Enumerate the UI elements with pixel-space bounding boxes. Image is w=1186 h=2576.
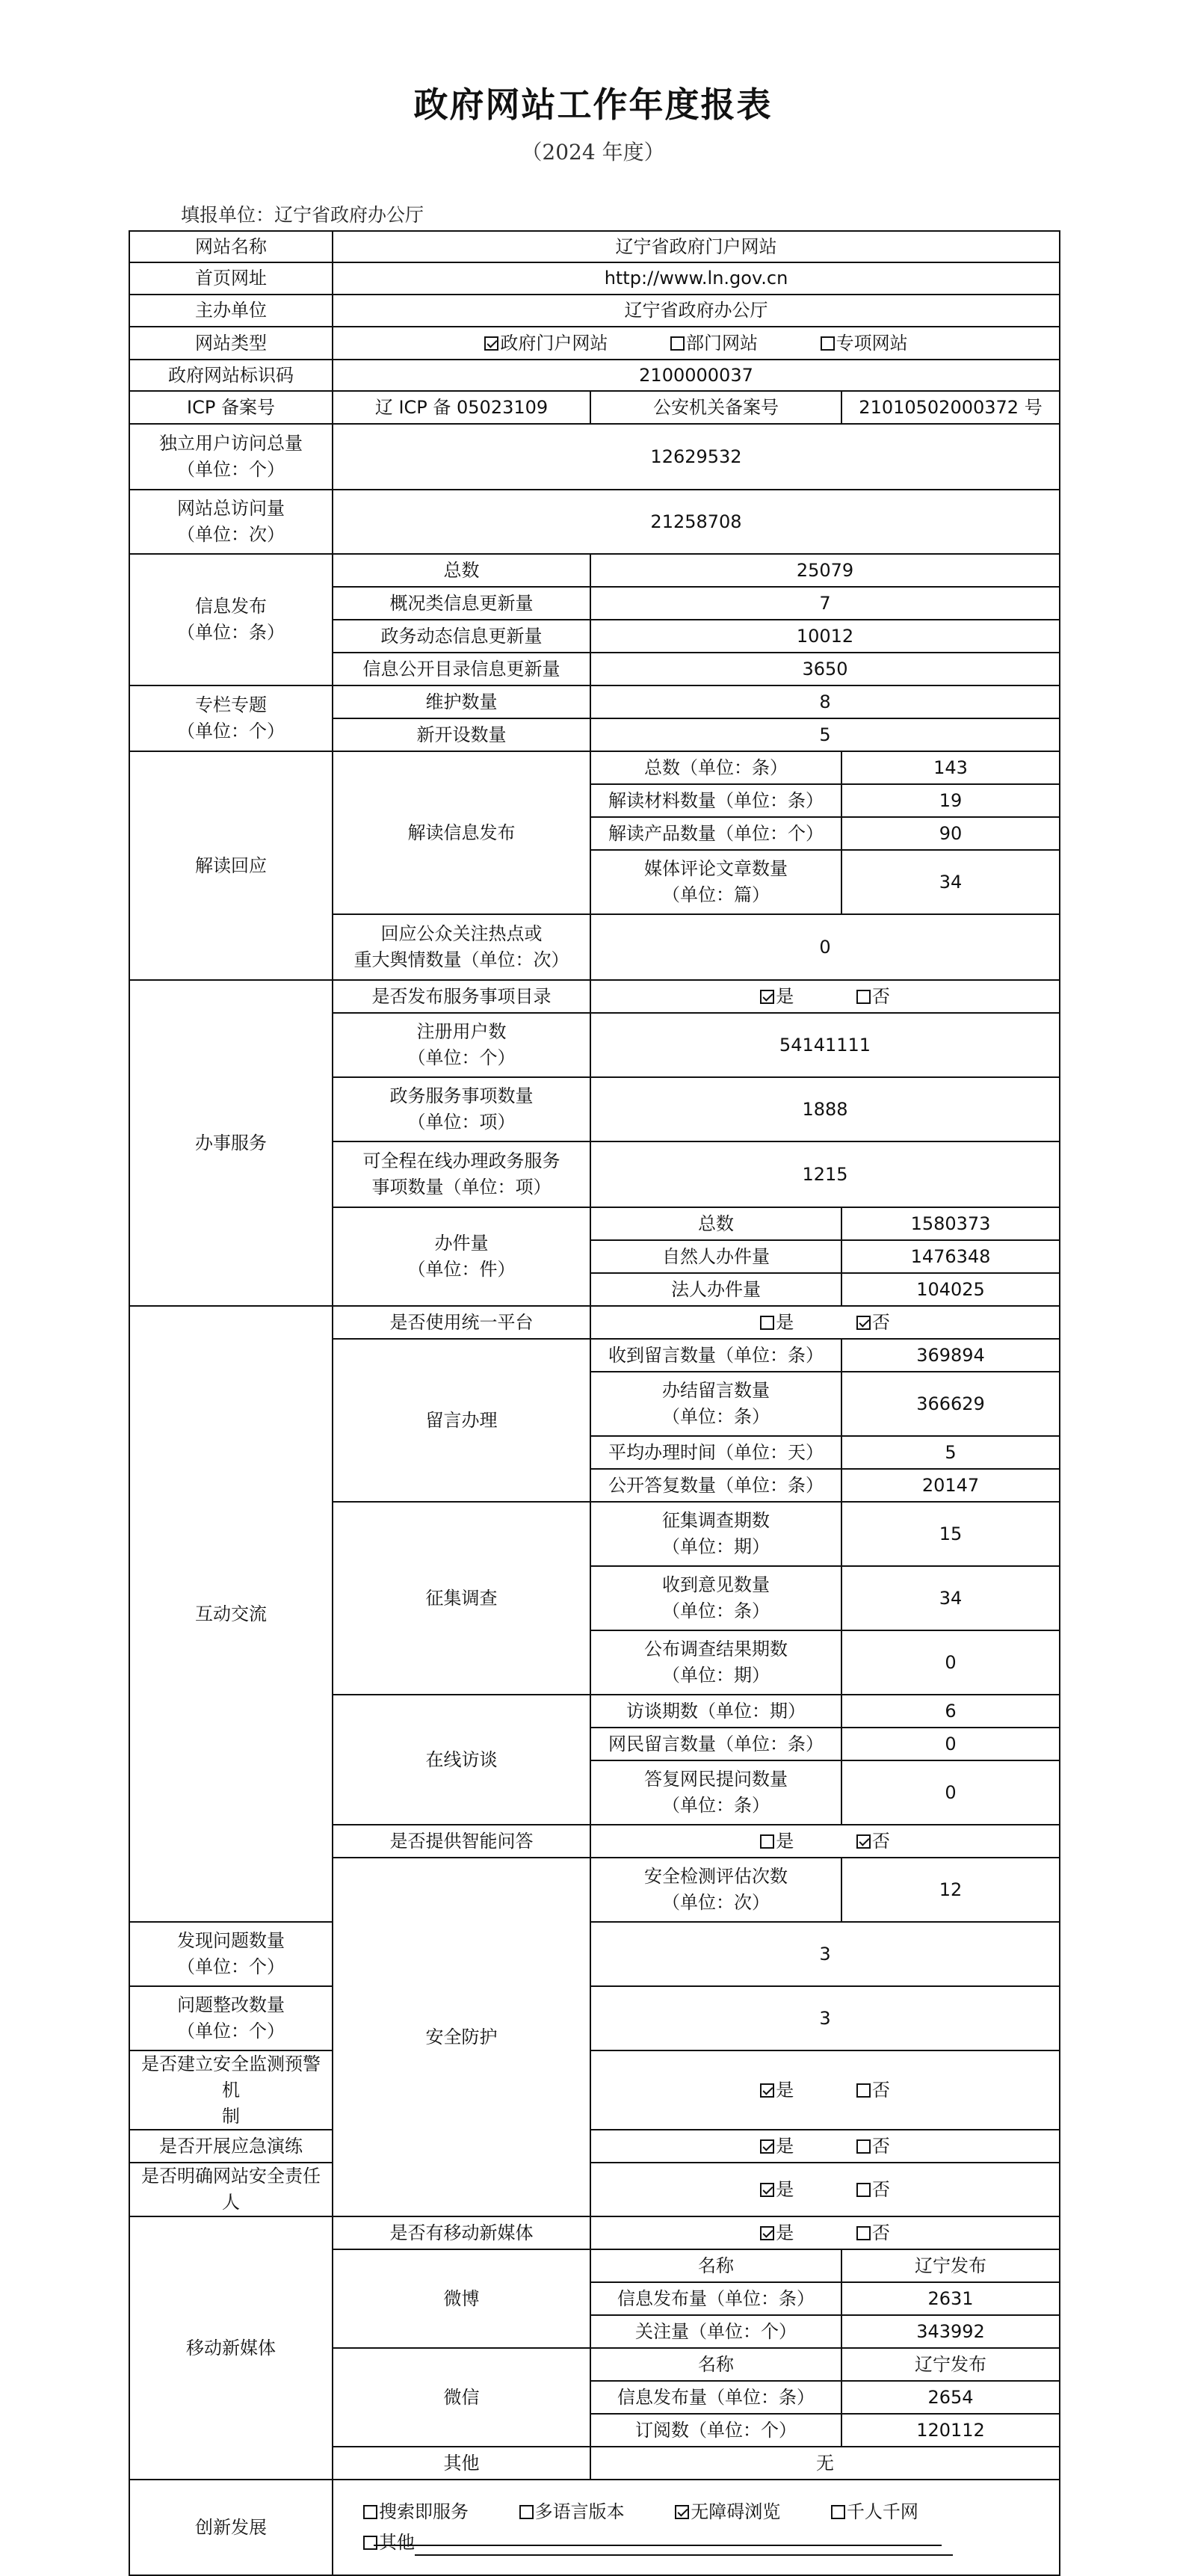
warn-yes-option[interactable]: 是: [760, 2077, 794, 2104]
media-yes-option[interactable]: 是: [760, 2220, 794, 2246]
info-row-label: 概况类信息更新量: [333, 587, 590, 620]
cases-row-label: 总数: [590, 1207, 841, 1240]
checkbox-checked-icon: [675, 2505, 689, 2519]
checkbox-icon: [760, 1834, 774, 1849]
ai-yes-option[interactable]: 是: [760, 1828, 794, 1855]
info-row-label: 政务动态信息更新量: [333, 620, 590, 653]
table-row: [129, 685, 1060, 718]
msg-row-label: 平均办理时间（单位：天）: [590, 1436, 841, 1469]
innovation-accessibility-option[interactable]: 无障碍浏览: [675, 2499, 780, 2525]
ai-no-option[interactable]: 否: [856, 1828, 890, 1855]
checkbox-icon: [856, 2183, 871, 2197]
table-row: [129, 1306, 1060, 1339]
site-name-label: 网站名称: [129, 231, 333, 262]
reg-value: 54141111: [590, 1013, 1060, 1077]
uv-label: 独立用户访问总量 （单位：个）: [129, 424, 333, 490]
checkbox-checked-icon: [760, 2139, 774, 2154]
interpret-row-label: 解读产品数量（单位：个）: [590, 817, 841, 850]
catalog-no-option[interactable]: 否: [856, 984, 890, 1010]
checkbox-checked-icon: [760, 2183, 774, 2197]
weibo-row-value: 2631: [841, 2282, 1060, 2315]
checkbox-icon: [760, 1316, 774, 1330]
checkbox-icon: [363, 2536, 377, 2550]
host-label: 主办单位: [129, 295, 333, 327]
drill-yes-option[interactable]: 是: [760, 2133, 794, 2160]
page-title: 政府网站工作年度报表: [413, 84, 773, 125]
checkbox-checked-icon: [484, 336, 498, 351]
report-table: [129, 230, 1060, 2576]
msg-row-label: 收到留言数量（单位：条）: [590, 1339, 841, 1372]
platform-options: [590, 1306, 1060, 1339]
security-row-label: 安全检测评估次数 （单位：次）: [590, 1858, 841, 1922]
online-label: 可全程在线办理政务服务 事项数量（单位：项）: [333, 1141, 590, 1207]
checkbox-icon: [856, 2083, 871, 2098]
media-other-label: 其他: [333, 2447, 590, 2480]
catalog-label: 是否发布服务事项目录: [333, 980, 590, 1013]
platform-no-option[interactable]: 否: [856, 1310, 890, 1336]
table-row: [129, 1986, 1060, 2050]
media-has-options: [590, 2216, 1060, 2249]
reg-label: 注册用户数 （单位：个）: [333, 1013, 590, 1077]
survey-row-label: 征集调查期数 （单位：期）: [590, 1502, 841, 1566]
interpret-row-value: 19: [841, 784, 1060, 817]
wechat-name-label: 名称: [590, 2348, 841, 2381]
innovation-search-option[interactable]: 搜索即服务: [363, 2499, 469, 2525]
table-row: [129, 360, 1060, 391]
url-label: 首页网址: [129, 262, 333, 295]
column-row-label: 新开设数量: [333, 718, 590, 751]
platform-yes-option[interactable]: 是: [760, 1310, 794, 1336]
items-label: 政务服务事项数量 （单位：项）: [333, 1077, 590, 1141]
table-row: [129, 751, 1060, 784]
cases-row-label: 自然人办件量: [590, 1240, 841, 1273]
warn-no-option[interactable]: 否: [856, 2077, 890, 2104]
info-row-value: 3650: [590, 653, 1060, 685]
table-row: [129, 490, 1060, 554]
warn-label: 是否建立安全监测预警机 制: [129, 2050, 333, 2130]
innovation-language-option[interactable]: 多语言版本: [519, 2499, 625, 2525]
innovation-options: [333, 2480, 1060, 2575]
checkbox-icon: [856, 2139, 871, 2154]
table-row: [129, 295, 1060, 327]
info-row-value: 25079: [590, 554, 1060, 587]
police-value: 21010502000372 号: [841, 391, 1060, 424]
security-row-label: 问题整改数量 （单位：个）: [129, 1986, 333, 2050]
column-row-value: 8: [590, 685, 1060, 718]
weibo-name-label: 名称: [590, 2249, 841, 2282]
weibo-row-value: 343992: [841, 2315, 1060, 2348]
info-row-label: 信息公开目录信息更新量: [333, 653, 590, 685]
checkbox-checked-icon: [856, 1316, 871, 1330]
signature-line: [374, 2545, 942, 2546]
cases-row-value: 1476348: [841, 1240, 1060, 1273]
site-type-options: [333, 327, 1060, 360]
ai-options: [590, 1825, 1060, 1858]
duty-no-option[interactable]: 否: [856, 2177, 890, 2203]
pv-label: 网站总访问量 （单位：次）: [129, 490, 333, 554]
media-no-option[interactable]: 否: [856, 2220, 890, 2246]
security-row-value: 12: [841, 1858, 1060, 1922]
cases-row-value: 1580373: [841, 1207, 1060, 1240]
duty-options: [590, 2163, 1060, 2216]
interpret-row-value: 90: [841, 817, 1060, 850]
service-section-label: 办事服务: [129, 980, 333, 1306]
weibo-row-label: 信息发布量（单位：条）: [590, 2282, 841, 2315]
table-row: [129, 2480, 1060, 2575]
items-value: 1888: [590, 1077, 1060, 1141]
wechat-name-value: 辽宁发布: [841, 2348, 1060, 2381]
talk-row-value: 0: [841, 1728, 1060, 1760]
police-label: 公安机关备案号: [590, 391, 841, 424]
respond-value: 0: [590, 914, 1060, 980]
cases-row-value: 104025: [841, 1273, 1060, 1306]
catalog-options: [590, 980, 1060, 1013]
security-row-label: 发现问题数量 （单位：个）: [129, 1922, 333, 1986]
checkbox-icon: [363, 2505, 377, 2519]
msg-row-label: 办结留言数量 （单位：条）: [590, 1372, 841, 1436]
talk-row-label: 答复网民提问数量 （单位：条）: [590, 1760, 841, 1825]
talk-row-value: 0: [841, 1760, 1060, 1825]
online-value: 1215: [590, 1141, 1060, 1207]
checkbox-icon: [856, 990, 871, 1004]
site-id-label: 政府网站标识码: [129, 360, 333, 391]
catalog-yes-option[interactable]: 是: [760, 984, 794, 1010]
cases-label: 办件量 （单位：件）: [333, 1207, 590, 1306]
info-section-label: 信息发布 （单位：条）: [129, 554, 333, 685]
security-section-label: 安全防护: [333, 1858, 590, 2216]
type-option-special[interactable]: 专项网站: [821, 330, 908, 357]
table-row: [129, 391, 1060, 424]
type-option-department[interactable]: 部门网站: [670, 330, 758, 357]
weibo-row-label: 关注量（单位：个）: [590, 2315, 841, 2348]
wechat-label: 微信: [333, 2348, 590, 2447]
type-option-portal[interactable]: 政府门户网站: [484, 330, 608, 357]
wechat-row-label: 订阅数（单位：个）: [590, 2414, 841, 2447]
survey-row-value: 34: [841, 1566, 1060, 1630]
msg-row-value: 366629: [841, 1372, 1060, 1436]
innovation-other-option[interactable]: 其他: [363, 2532, 953, 2553]
table-row: [129, 980, 1060, 1013]
column-row-label: 维护数量: [333, 685, 590, 718]
table-row: [129, 2130, 1060, 2163]
table-row: [129, 327, 1060, 360]
info-row-value: 7: [590, 587, 1060, 620]
ai-label: 是否提供智能问答: [333, 1825, 590, 1858]
talk-row-value: 6: [841, 1695, 1060, 1728]
innovation-personalized-option[interactable]: 千人千网: [831, 2499, 918, 2525]
info-row-value: 10012: [590, 620, 1060, 653]
talk-label: 在线访谈: [333, 1695, 590, 1825]
icp-label: ICP 备案号: [129, 391, 333, 424]
site-type-label: 网站类型: [129, 327, 333, 360]
msg-row-value: 369894: [841, 1339, 1060, 1372]
info-row-label: 总数: [333, 554, 590, 587]
table-row: [129, 1922, 1060, 1986]
checkbox-checked-icon: [760, 2083, 774, 2098]
talk-row-label: 网民留言数量（单位：条）: [590, 1728, 841, 1760]
interpret-row-value: 34: [841, 850, 1060, 914]
msg-row-value: 5: [841, 1436, 1060, 1469]
warn-options: [590, 2050, 1060, 2130]
host-value: 辽宁省政府办公厅: [333, 295, 1060, 327]
interpret-row-label: 总数（单位：条）: [590, 751, 841, 784]
survey-row-label: 公布调查结果期数 （单位：期）: [590, 1630, 841, 1695]
table-row: [129, 424, 1060, 490]
innovation-label: 创新发展: [129, 2480, 333, 2575]
checkbox-checked-icon: [760, 2226, 774, 2240]
column-row-value: 5: [590, 718, 1060, 751]
survey-row-value: 0: [841, 1630, 1060, 1695]
msg-row-label: 公开答复数量（单位：条）: [590, 1469, 841, 1502]
respond-label: 回应公众关注热点或 重大舆情数量（单位：次）: [333, 914, 590, 980]
cases-row-label: 法人办件量: [590, 1273, 841, 1306]
duty-yes-option[interactable]: 是: [760, 2177, 794, 2203]
checkbox-checked-icon: [856, 1834, 871, 1849]
platform-label: 是否使用统一平台: [333, 1306, 590, 1339]
security-row-value: 3: [590, 1922, 1060, 1986]
weibo-label: 微博: [333, 2249, 590, 2348]
survey-row-value: 15: [841, 1502, 1060, 1566]
table-row: [129, 2216, 1060, 2249]
checkbox-icon: [831, 2505, 845, 2519]
site-id-value: 2100000037: [333, 360, 1060, 391]
filler-unit: 填报单位：辽宁省政府办公厅: [181, 204, 424, 226]
survey-row-label: 收到意见数量 （单位：条）: [590, 1566, 841, 1630]
wechat-row-value: 120112: [841, 2414, 1060, 2447]
checkbox-icon: [670, 336, 685, 351]
weibo-name-value: 辽宁发布: [841, 2249, 1060, 2282]
uv-value: 12629532: [333, 424, 1060, 490]
icp-value: 辽 ICP 备 05023109: [333, 391, 590, 424]
interact-section-label: 互动交流: [129, 1306, 333, 1922]
interpret-row-value: 143: [841, 751, 1060, 784]
media-has-label: 是否有移动新媒体: [333, 2216, 590, 2249]
table-row: [129, 2050, 1060, 2130]
column-section-label: 专栏专题 （单位：个）: [129, 685, 333, 751]
table-row: [129, 2163, 1060, 2216]
msg-label: 留言办理: [333, 1339, 590, 1502]
drill-options: [590, 2130, 1060, 2163]
interpret-row-label: 媒体评论文章数量 （单位：篇）: [590, 850, 841, 914]
table-row: [129, 231, 1060, 262]
security-row-value: 3: [590, 1986, 1060, 2050]
msg-row-value: 20147: [841, 1469, 1060, 1502]
url-value[interactable]: http://www.ln.gov.cn: [333, 262, 1060, 295]
media-other-value: 无: [590, 2447, 1060, 2480]
duty-label: 是否明确网站安全责任人: [129, 2163, 333, 2216]
checkbox-icon: [856, 2226, 871, 2240]
interpret-row-label: 解读材料数量（单位：条）: [590, 784, 841, 817]
interpret-section-label: 解读回应: [129, 751, 333, 980]
interpret-sub-label: 解读信息发布: [333, 751, 590, 914]
table-row: [129, 554, 1060, 587]
pv-value: 21258708: [333, 490, 1060, 554]
drill-no-option[interactable]: 否: [856, 2133, 890, 2160]
report-year: （2024 年度）: [521, 140, 665, 164]
checkbox-icon: [519, 2505, 534, 2519]
survey-label: 征集调查: [333, 1502, 590, 1695]
checkbox-checked-icon: [760, 990, 774, 1004]
wechat-row-value: 2654: [841, 2381, 1060, 2414]
site-name-value: 辽宁省政府门户网站: [333, 231, 1060, 262]
wechat-row-label: 信息发布量（单位：条）: [590, 2381, 841, 2414]
checkbox-icon: [821, 336, 835, 351]
talk-row-label: 访谈期数（单位：期）: [590, 1695, 841, 1728]
media-section-label: 移动新媒体: [129, 2216, 333, 2480]
drill-label: 是否开展应急演练: [129, 2130, 333, 2163]
table-row: [129, 262, 1060, 295]
